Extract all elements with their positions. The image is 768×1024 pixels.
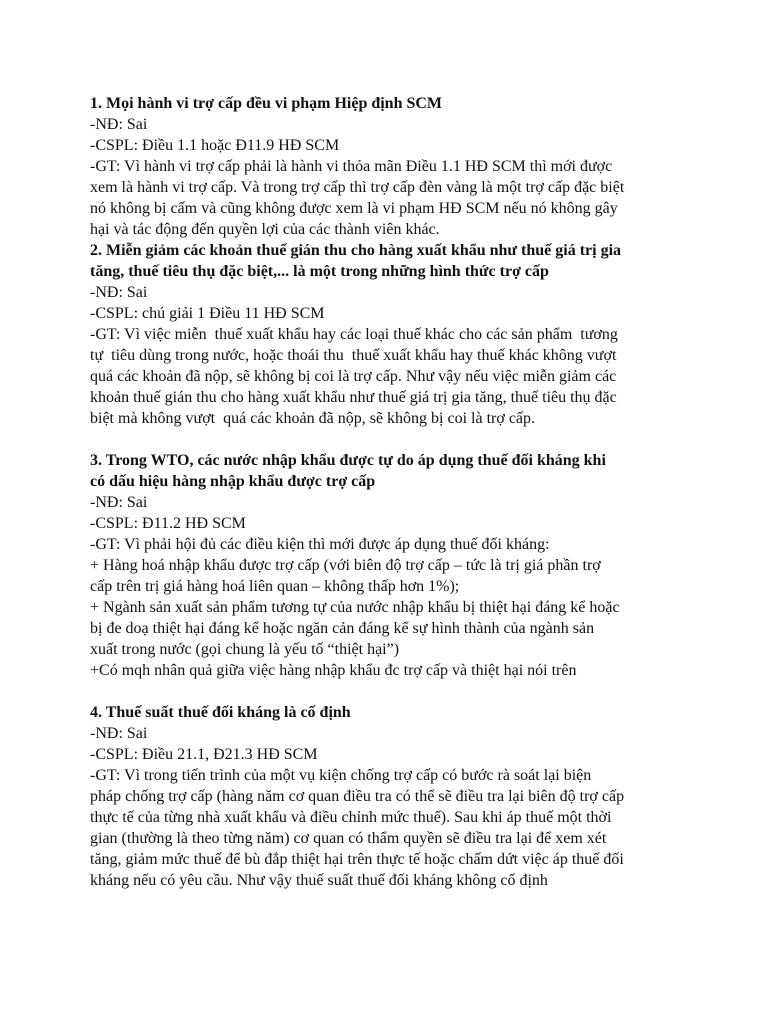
- blank-line: [90, 429, 690, 450]
- section-4-explanation-line-3: thực tế của từng nhà xuất khẩu và điều chỉnh mức thuế). Sau khi áp thuế một thời: [90, 809, 612, 826]
- section-3-explanation-line-7: +Có mqh nhân quả giữa việc hàng nhập khẩu đc trợ cấp và thiệt hại nói trên: [90, 662, 577, 679]
- section-3-explanation-line-1: -GT: Vì phải hội đủ các điều kiện thì mới được áp dụng thuế đối kháng:: [90, 536, 550, 553]
- section-4-legal-basis: -CSPL: Điều 21.1, Đ21.3 HĐ SCM: [90, 746, 318, 763]
- section-4-heading-line-1: 4. Thuế suất thuế đối kháng là cố định: [90, 704, 351, 721]
- section-1-legal-basis: -CSPL: Điều 1.1 hoặc Đ11.9 HĐ SCM: [90, 137, 340, 154]
- section-1-explanation-line-4: hại và tác động đến quyền lợi của các thành viên khác.: [90, 221, 440, 238]
- section-4-explanation-line-1: -GT: Vì trong tiến trình của một vụ kiện chống trợ cấp có bước rà soát lại biện: [90, 767, 592, 784]
- section-4-explanation-line-6: kháng nếu có yêu cầu. Như vậy thuế suất thuế đối kháng không cố định: [90, 872, 548, 889]
- section-3-explanation-line-6: xuất trong nước (gọi chung là yếu tố “thiệt hại”): [90, 641, 400, 658]
- section-2-explanation-line-1: -GT: Vì việc miễn thuế xuất khẩu hay các loại thuế khác cho các sản phẩm tương: [90, 326, 618, 343]
- section-2-explanation-line-5: biệt mà không vượt quá các khoản đã nộp, sẽ không bị coi là trợ cấp.: [90, 410, 536, 427]
- section-3-legal-basis: -CSPL: Đ11.2 HĐ SCM: [90, 515, 246, 532]
- section-1-explanation-line-3: nó không bị cấm và cũng không được xem là vi phạm HĐ SCM nếu nó không gây: [90, 200, 618, 217]
- section-2-heading-line-1: 2. Miễn giảm các khoản thuế gián thu cho hàng xuất khẩu như thuế giá trị gia: [90, 242, 622, 259]
- section-1-explanation-line-2: xem là hành vi trợ cấp. Và trong trợ cấp thì trợ cấp đèn vàng là một trợ cấp đặc biệt: [90, 179, 625, 196]
- blank-line: [90, 681, 690, 702]
- section-3: [90, 450, 690, 681]
- section-4-verdict: -NĐ: Sai: [90, 725, 148, 742]
- section-3-heading-line-1: 3. Trong WTO, các nước nhập khẩu được tự do áp dụng thuế đối kháng khi: [90, 452, 606, 469]
- section-2: [90, 240, 690, 429]
- section-1: [90, 93, 690, 240]
- section-4-explanation-line-5: tăng, giảm mức thuế để bù đắp thiệt hại trên thực tế hoặc chấm dứt việc áp thuế đối: [90, 851, 624, 868]
- section-3-explanation-line-4: + Ngành sản xuất sản phẩm tương tự của nước nhập khẩu bị thiệt hại đáng kể hoặc: [90, 599, 620, 616]
- section-4-explanation-line-4: gian (thường là theo từng năm) cơ quan có thẩm quyền sẽ điều tra lại để xem xét: [90, 830, 607, 847]
- section-3-explanation-line-3: cấp trên trị giá hàng hoá liên quan – không thấp hơn 1%);: [90, 578, 460, 595]
- section-2-explanation-line-4: khoản thuế gián thu cho hàng xuất khẩu như thuế giá trị gia tăng, thuế tiêu thụ đặc: [90, 389, 617, 406]
- section-2-explanation-line-3: quá các khoản đã nộp, sẽ không bị coi là trợ cấp. Như vậy nếu việc miễn giảm các: [90, 368, 617, 385]
- section-1-explanation-line-1: -GT: Vì hành vi trợ cấp phải là hành vi thỏa mãn Điều 1.1 HĐ SCM thì mới được: [90, 158, 613, 175]
- section-3-explanation-line-2: + Hàng hoá nhập khẩu được trợ cấp (với biên độ trợ cấp – tức là trị giá phần trợ: [90, 557, 601, 574]
- section-1-heading-line-1: 1. Mọi hành vi trợ cấp đều vi phạm Hiệp định SCM: [90, 95, 443, 112]
- section-2-explanation-line-2: tự tiêu dùng trong nước, hoặc thoái thu thuế xuất khẩu hay thuế khác không vượt: [90, 347, 617, 364]
- section-3-verdict: -NĐ: Sai: [90, 494, 148, 511]
- section-2-verdict: -NĐ: Sai: [90, 284, 148, 301]
- section-4: [90, 702, 690, 891]
- section-2-heading-line-2: tăng, thuế tiêu thụ đặc biệt,... là một trong những hình thức trợ cấp: [90, 263, 549, 280]
- section-4-explanation-line-2: pháp chống trợ cấp (hàng năm cơ quan điều tra có thể sẽ điều tra lại biên độ trợ cấp: [90, 788, 625, 805]
- section-2-legal-basis: -CSPL: chú giải 1 Điều 11 HĐ SCM: [90, 305, 325, 322]
- section-3-heading-line-2: có dấu hiệu hàng nhập khẩu được trợ cấp: [90, 473, 376, 490]
- section-1-verdict: -NĐ: Sai: [90, 116, 148, 133]
- section-3-explanation-line-5: bị đe doạ thiệt hại đáng kể hoặc ngăn cản đáng kể sự hình thành của ngành sản: [90, 620, 595, 637]
- document-page: [90, 93, 690, 891]
